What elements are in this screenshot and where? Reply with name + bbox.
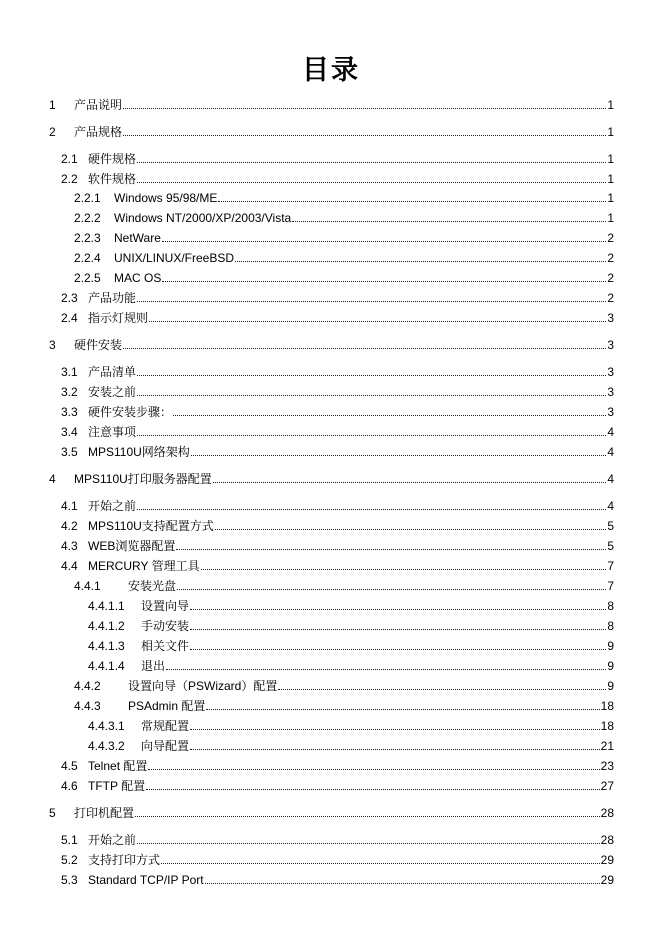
toc-label: Windows NT/2000/XP/2003/Vista	[114, 211, 292, 225]
toc-number: 3.4	[61, 425, 78, 439]
toc-number: 4.4	[61, 559, 78, 573]
dot-leader	[137, 300, 606, 302]
toc-number: 4.2	[61, 519, 78, 533]
toc-number: 4.6	[61, 779, 78, 793]
toc-page: 9	[607, 639, 614, 653]
toc-entry-4-5[interactable]	[0, 755, 614, 773]
toc-label: 安装光盘	[128, 579, 177, 593]
toc-page: 1	[607, 152, 614, 166]
dot-leader	[213, 481, 607, 483]
dot-leader	[137, 508, 606, 510]
toc-number: 4.3	[61, 539, 78, 553]
dot-leader	[190, 608, 606, 610]
dot-leader	[137, 434, 606, 436]
toc-page: 8	[607, 599, 614, 613]
toc-number: 4.4.1.2	[88, 619, 125, 633]
dot-leader	[235, 260, 606, 262]
toc-label: UNIX/LINUX/FreeBSD	[114, 251, 235, 265]
toc-entry-4-1[interactable]	[0, 495, 614, 513]
toc-page: 29	[600, 873, 614, 887]
toc-entry-3-3[interactable]	[0, 401, 614, 419]
toc-entry-2-2-2[interactable]	[0, 207, 614, 225]
page-title: 目录	[302, 55, 360, 86]
dot-leader	[218, 200, 606, 202]
toc-entry-4-4-3-2[interactable]	[0, 735, 614, 753]
dot-leader	[149, 320, 606, 322]
toc-number: 4.1	[61, 499, 78, 513]
toc-number: 2.2.2	[74, 211, 101, 225]
toc-entry-4-4-1-2[interactable]	[0, 615, 614, 633]
toc-number: 3.2	[61, 385, 78, 399]
dot-leader	[292, 220, 606, 222]
toc-entry-4-4-1-1[interactable]	[0, 595, 614, 613]
toc-page: 2	[607, 291, 614, 305]
dot-leader	[176, 548, 606, 550]
toc-label: 产品规格	[74, 125, 123, 139]
toc-page: 1	[607, 125, 614, 139]
dot-leader	[123, 134, 606, 136]
dot-leader	[190, 728, 600, 730]
toc-number: 3.5	[61, 445, 78, 459]
toc-label: TFTP 配置	[88, 779, 146, 793]
toc-page: 4	[607, 499, 614, 513]
toc-page: 5	[607, 539, 614, 553]
toc-label: 设置向导	[141, 599, 190, 613]
toc-page: 9	[607, 679, 614, 693]
toc-number: 4.4.1.3	[88, 639, 125, 653]
toc-label: 常规配置	[141, 719, 190, 733]
toc-label: 设置向导（PSWizard）配置	[128, 679, 278, 693]
toc-page: 3	[607, 311, 614, 325]
toc-label: Windows 95/98/ME	[114, 191, 218, 205]
dot-leader	[190, 748, 600, 750]
toc-number: 4.5	[61, 759, 78, 773]
toc-page: 3	[607, 385, 614, 399]
dot-leader	[191, 454, 607, 456]
toc-label: Standard TCP/IP Port	[88, 873, 204, 887]
toc-page: 5	[607, 519, 614, 533]
toc-page: 2	[607, 251, 614, 265]
toc-entry-2-4[interactable]	[0, 307, 614, 325]
toc-page: 4	[607, 445, 614, 459]
dot-leader	[148, 768, 599, 770]
toc-entry-2[interactable]	[0, 121, 614, 139]
toc-page: 21	[600, 739, 614, 753]
toc-label: MPS110U网络架构	[88, 445, 190, 459]
toc-page: 29	[600, 853, 614, 867]
toc-page: 2	[607, 231, 614, 245]
toc-page: 1	[607, 172, 614, 186]
toc-label: WEB浏览器配置	[88, 539, 176, 553]
toc-number: 2.2	[61, 172, 78, 186]
dot-leader	[205, 882, 600, 884]
toc-label: MPS110U支持配置方式	[88, 519, 214, 533]
toc-number: 2.3	[61, 291, 78, 305]
toc-number: 4.4.1	[74, 579, 101, 593]
toc-number: 4.4.2	[74, 679, 101, 693]
toc-entry-4-4-3[interactable]	[0, 695, 614, 713]
toc-entry-3-2[interactable]	[0, 381, 614, 399]
toc-label: PSAdmin 配置	[128, 699, 206, 713]
toc-page: 18	[600, 719, 614, 733]
toc-number: 3	[49, 338, 56, 352]
toc-page: 3	[607, 405, 614, 419]
toc-number: 4.4.1.1	[88, 599, 125, 613]
toc-entry-4-3[interactable]	[0, 535, 614, 553]
dot-leader	[215, 528, 607, 530]
toc-page: 1	[607, 98, 614, 112]
toc-entry-3[interactable]	[0, 334, 614, 352]
toc-label: 注意事项	[88, 425, 137, 439]
toc-number: 2	[49, 125, 56, 139]
toc-number: 4.4.3	[74, 699, 101, 713]
toc-page: 3	[607, 365, 614, 379]
dot-leader	[173, 414, 606, 416]
toc-number: 5.2	[61, 853, 78, 867]
dot-leader	[123, 107, 606, 109]
toc-label: 产品功能	[88, 291, 137, 305]
toc-page: 18	[600, 699, 614, 713]
toc-entry-2-2-4[interactable]	[0, 247, 614, 265]
toc-label: 相关文件	[141, 639, 190, 653]
toc-number: 5	[49, 806, 56, 820]
toc-page: 7	[607, 579, 614, 593]
dot-leader	[278, 688, 606, 690]
toc-number: 4.4.1.4	[88, 659, 125, 673]
dot-leader	[135, 815, 600, 817]
toc-entry-3-4[interactable]	[0, 421, 614, 439]
toc-entry-5[interactable]	[0, 802, 614, 820]
toc-label: 硬件规格	[88, 152, 137, 166]
toc-label: 开始之前	[88, 499, 137, 513]
toc-label: 产品清单	[88, 365, 137, 379]
toc-entry-2-3[interactable]	[0, 287, 614, 305]
dot-leader	[146, 788, 600, 790]
toc-label: 向导配置	[141, 739, 190, 753]
toc-page: 1	[607, 211, 614, 225]
toc-number: 5.1	[61, 833, 78, 847]
toc-number: 5.3	[61, 873, 78, 887]
toc-label: 硬件安装	[74, 338, 123, 352]
toc-number: 3.1	[61, 365, 78, 379]
toc-page: 9	[607, 659, 614, 673]
toc-label: MAC OS	[114, 271, 162, 285]
toc-entry-2-1[interactable]	[0, 148, 614, 166]
toc-label: NetWare	[114, 231, 161, 245]
toc-number: 2.1	[61, 152, 78, 166]
toc-label: 产品说明	[74, 98, 123, 112]
toc-page: 7	[607, 559, 614, 573]
dot-leader	[190, 628, 606, 630]
toc-entry-4-4-1-4[interactable]	[0, 655, 614, 673]
toc-label: 指示灯规则	[88, 311, 149, 325]
toc-label: 软件规格	[88, 172, 137, 186]
toc-label: 打印机配置	[74, 806, 135, 820]
toc-entry-4-2[interactable]	[0, 515, 614, 533]
dot-leader	[137, 161, 606, 163]
dot-leader	[137, 394, 606, 396]
toc-number: 2.2.3	[74, 231, 101, 245]
toc-page: 2	[607, 271, 614, 285]
toc-entry-4-4-2[interactable]	[0, 675, 614, 693]
dot-leader	[123, 347, 606, 349]
toc-number: 2.4	[61, 311, 78, 325]
toc-page: 1	[607, 191, 614, 205]
dot-leader	[166, 668, 606, 670]
dot-leader	[162, 280, 606, 282]
toc-label: 手动安装	[141, 619, 190, 633]
dot-leader	[201, 568, 607, 570]
toc-label: MPS110U打印服务器配置	[74, 472, 212, 486]
toc-page: 28	[600, 806, 614, 820]
toc-entry-2-2-5[interactable]	[0, 267, 614, 285]
toc-entry-4-4-3-1[interactable]	[0, 715, 614, 733]
toc-number: 3.3	[61, 405, 78, 419]
toc-page: 4	[607, 425, 614, 439]
toc-number: 4	[49, 472, 56, 486]
toc-entry-2-2-3[interactable]	[0, 227, 614, 245]
toc-number: 2.2.1	[74, 191, 101, 205]
toc-number: 2.2.4	[74, 251, 101, 265]
dot-leader	[177, 588, 606, 590]
dot-leader	[137, 181, 606, 183]
toc-entry-1[interactable]	[0, 94, 614, 112]
toc-label: 硬件安装步骤：	[88, 405, 173, 419]
toc-label: 退出	[141, 659, 166, 673]
toc-label: MERCURY 管理工具	[88, 559, 200, 573]
toc-entry-4-4-1[interactable]	[0, 575, 614, 593]
dot-leader	[190, 648, 606, 650]
toc-page: 3	[607, 338, 614, 352]
dot-leader	[137, 374, 606, 376]
toc-entry-4[interactable]	[0, 468, 614, 486]
toc-page: 28	[600, 833, 614, 847]
toc-label: 开始之前	[88, 833, 137, 847]
toc-number: 2.2.5	[74, 271, 101, 285]
toc-entry-3-5[interactable]	[0, 441, 614, 459]
toc-entry-2-2[interactable]	[0, 168, 614, 186]
toc-entry-4-4[interactable]	[0, 555, 614, 573]
dot-leader	[161, 862, 600, 864]
toc-number: 1	[49, 98, 56, 112]
toc-page: 27	[600, 779, 614, 793]
toc-number: 4.4.3.2	[88, 739, 125, 753]
toc-page: 4	[607, 472, 614, 486]
toc-label: 安装之前	[88, 385, 137, 399]
toc-entry-5-1[interactable]	[0, 829, 614, 847]
toc-entry-2-2-1[interactable]	[0, 187, 614, 205]
toc-entry-4-4-1-3[interactable]	[0, 635, 614, 653]
toc-label: 支持打印方式	[88, 853, 161, 867]
toc-entry-5-2[interactable]	[0, 849, 614, 867]
dot-leader	[137, 842, 600, 844]
toc-page: 8	[607, 619, 614, 633]
toc-label: Telnet 配置	[88, 759, 148, 773]
toc-entry-4-6[interactable]	[0, 775, 614, 793]
toc-page: 23	[600, 759, 614, 773]
toc-number: 4.4.3.1	[88, 719, 125, 733]
toc-entry-3-1[interactable]	[0, 361, 614, 379]
dot-leader	[206, 708, 599, 710]
dot-leader	[162, 240, 606, 242]
toc-entry-5-3[interactable]	[0, 869, 614, 887]
